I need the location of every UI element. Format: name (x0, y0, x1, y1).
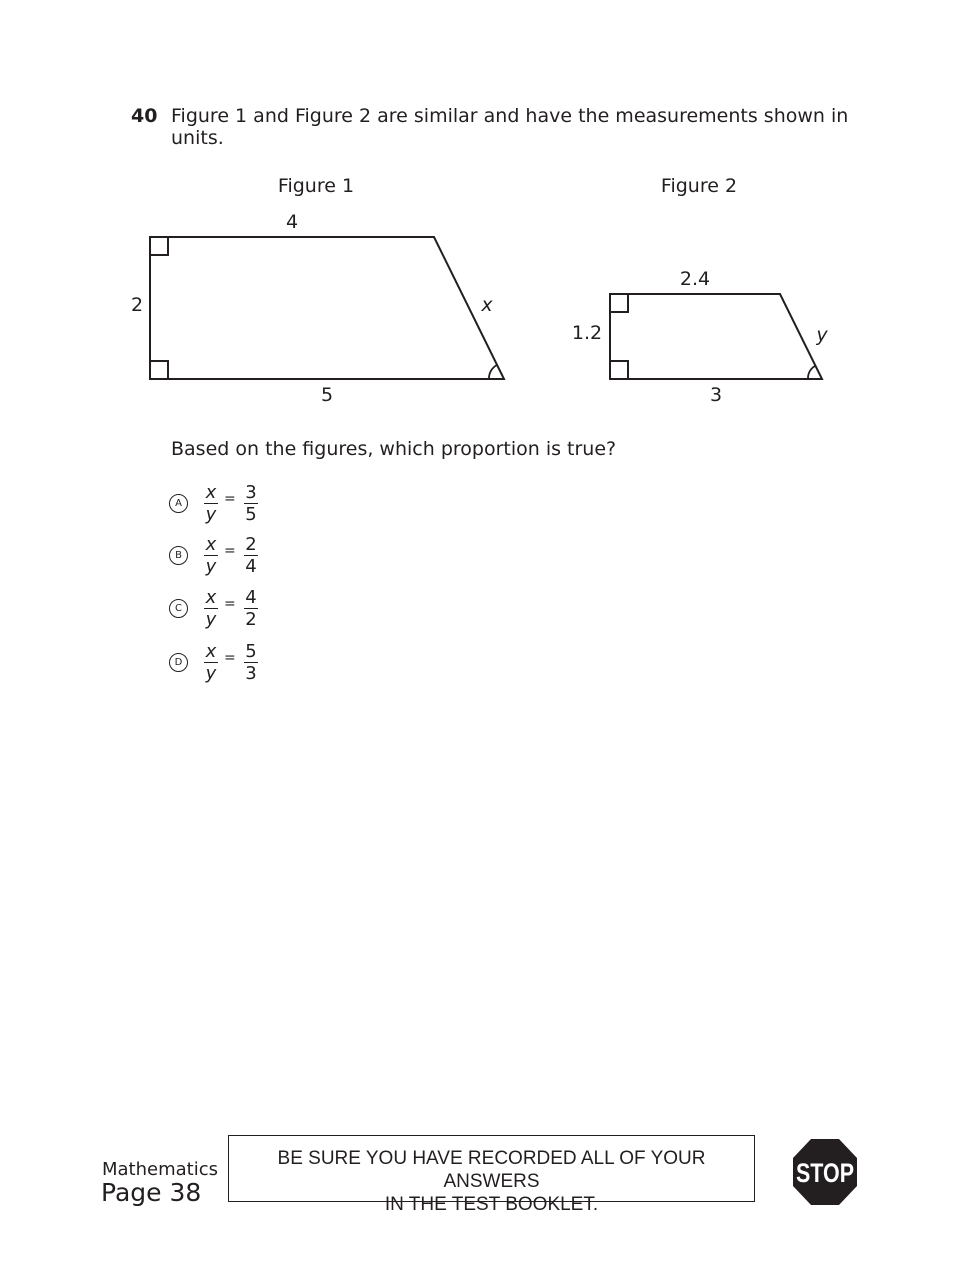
figure-2-trapezoid (610, 294, 822, 379)
choice-d-lhs-num: x (205, 641, 217, 662)
answer-reminder-box (228, 1135, 755, 1215)
choice-b-bubble[interactable]: B (169, 546, 188, 565)
choice-d-rhs-den: 3 (245, 663, 257, 684)
choice-b-rhs-den: 4 (245, 556, 257, 577)
figure-2-right-angle-top (610, 294, 628, 312)
figure-1-right-angle-top (150, 237, 168, 255)
choice-d-rhs (244, 641, 258, 684)
figure-1-left-label: 2 (130, 294, 144, 316)
choice-a-equals: = (224, 491, 236, 507)
choice-b-lhs (204, 534, 218, 577)
choice-a-rhs (244, 482, 258, 525)
figure-1-top-label: 4 (285, 211, 299, 233)
figure-2-left-label: 1.2 (571, 322, 603, 344)
choice-a-lhs-den: y (205, 504, 217, 525)
choice-a[interactable] (169, 481, 309, 527)
figure-2-slant-label: y (816, 324, 828, 346)
choice-c-lhs (204, 587, 218, 630)
choice-c-lhs-num: x (205, 587, 217, 608)
choice-d-rhs-num: 5 (245, 641, 257, 662)
choice-a-rhs-num: 3 (245, 482, 257, 503)
choice-b-lhs-num: x (205, 534, 217, 555)
figure-2-bottom-label: 3 (709, 384, 723, 406)
choice-d[interactable] (169, 640, 309, 686)
figure-2 (572, 175, 828, 406)
figure-1-right-angle-bottom (150, 361, 168, 379)
choice-d-lhs (204, 641, 218, 684)
question-text: Figure 1 and Figure 2 are similar and have the measurements shown in units. (171, 105, 849, 149)
choice-c-lhs-den: y (205, 609, 217, 630)
figure-2-title: Figure 2 (660, 175, 738, 197)
figure-1 (131, 175, 504, 406)
choice-c-rhs-den: 2 (245, 609, 257, 630)
reminder-line-1: BE SURE YOU HAVE RECORDED ALL OF YOUR ANSWERS (277, 1148, 706, 1192)
reminder-line-2: IN THE TEST BOOKLET. (384, 1194, 599, 1215)
choice-d-bubble[interactable]: D (169, 653, 188, 672)
choice-c-rhs-num: 4 (245, 587, 257, 608)
question-number: 40 (131, 105, 158, 127)
stop-sign-icon (792, 1138, 858, 1206)
figure-2-right-angle-bottom (610, 361, 628, 379)
choice-a-rhs-den: 5 (245, 504, 257, 525)
choice-c-rhs (244, 587, 258, 630)
page-number: Page 38 (101, 1178, 202, 1207)
choice-b-rhs (244, 534, 258, 577)
stop-sign-text: STOP (796, 1158, 854, 1188)
figure-1-slant-label: x (481, 294, 493, 316)
choice-d-lhs-den: y (205, 663, 217, 684)
choice-c[interactable] (169, 586, 309, 632)
choice-c-equals: = (224, 596, 236, 612)
question-prompt: Based on the figures, which proportion is true? (171, 438, 617, 460)
figure-1-trapezoid (150, 237, 504, 379)
figure-1-title: Figure 1 (277, 175, 355, 197)
figure-1-angle-arc (489, 365, 497, 379)
choice-c-bubble[interactable]: C (169, 599, 188, 618)
choice-a-lhs-num: x (205, 482, 217, 503)
figure-2-angle-arc (808, 366, 815, 379)
footer-subject: Mathematics (102, 1159, 218, 1180)
choice-a-lhs (204, 482, 218, 525)
choice-b-lhs-den: y (205, 556, 217, 577)
choice-b[interactable] (169, 533, 309, 579)
choice-b-rhs-num: 2 (245, 534, 257, 555)
figure-1-bottom-label: 5 (320, 384, 334, 406)
choice-b-equals: = (224, 543, 236, 559)
figures-diagram (0, 0, 978, 420)
choice-d-equals: = (224, 650, 236, 666)
choice-a-bubble[interactable]: A (169, 494, 188, 513)
figure-2-top-label: 2.4 (679, 268, 711, 290)
